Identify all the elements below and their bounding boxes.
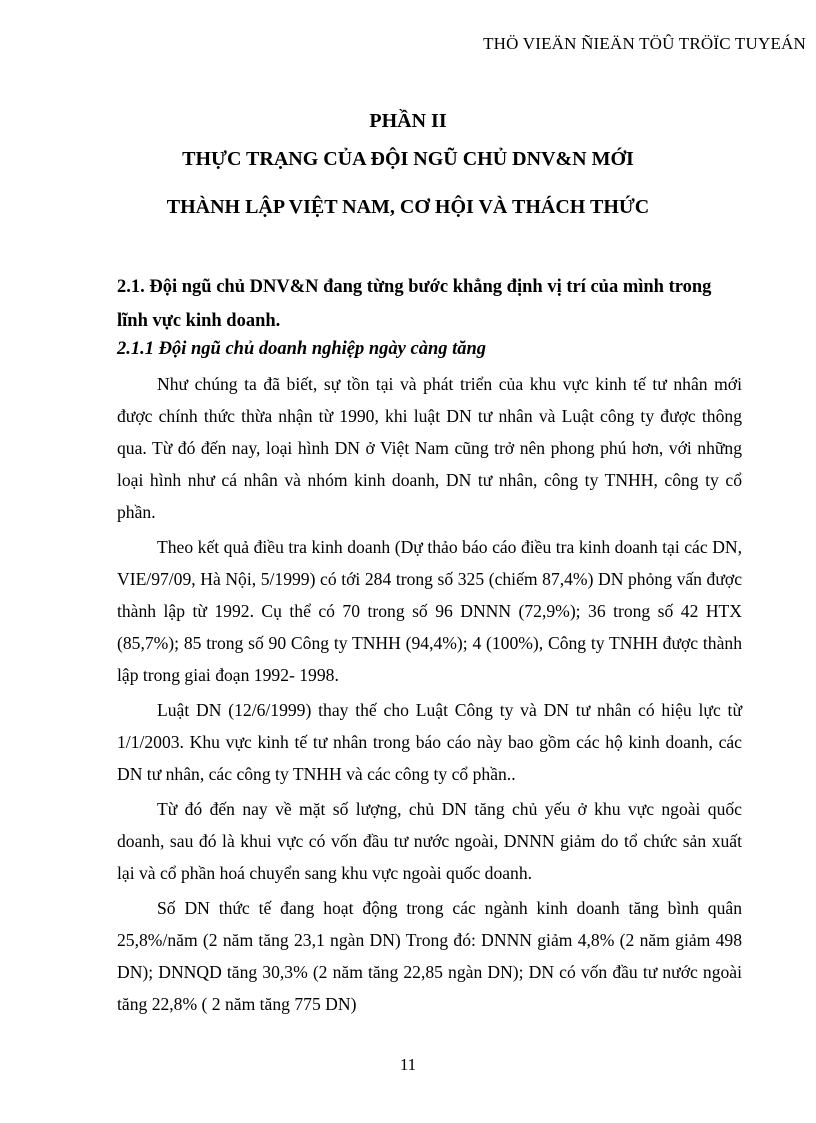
paragraph: Số DN thức tế đang hoạt động trong các ngành kinh doanh tăng bình quân 25,8%/năm (2 năm tăng 23,1 ngàn DN) Trong đó: DNNN giảm 4,8% (2 năm giảm 498 DN); DNNQD tăng 30,3% (2 năm tăng 22,85 ngàn DN); DN có vốn đầu tư nước ngoài tăng 22,8% ( 2 năm tăng 775 DN) bbox=[117, 898, 742, 1014]
paragraph: Luật DN (12/6/1999) thay thế cho Luật Công ty và DN tư nhân có hiệu lực từ 1/1/2003. Khu vực kinh tế tư nhân trong báo cáo này bao gồm các hộ kinh doanh, các DN tư nhân, các công ty TNHH và các công ty cổ phần.. bbox=[117, 700, 742, 784]
paragraph: Từ đó đến nay về mặt số lượng, chủ DN tăng chủ yếu ở khu vực ngoài quốc doanh, sau đó là khui vực có vốn đầu tư nước ngoài, DNNN giảm do tổ chức sản xuất lại và cổ phần hoá chuyển sang khu vực ngoài quốc doanh. bbox=[117, 799, 742, 883]
body-text bbox=[117, 368, 742, 1023]
chapter-title-line-2: THÀNH LẬP VIỆT NAM, CƠ HỘI VÀ THÁCH THỨC bbox=[166, 196, 650, 218]
chapter-title-line-1: THỰC TRẠNG CỦA ĐỘI NGŨ CHỦ DNV&N MỚI bbox=[182, 148, 634, 170]
running-header: THÖ VIEÄN ÑIEÄN TÖÛ TRÖÏC TUYEÁN bbox=[483, 34, 806, 53]
subsection-heading: 2.1.1 Đội ngũ chủ doanh nghiệp ngày càng tăng bbox=[117, 339, 487, 359]
page-number: 11 bbox=[399, 1055, 417, 1074]
section-heading: 2.1. Đội ngũ chủ DNV&N đang từng bước khẳng định vị trí của mình trong lĩnh vực kinh doanh. bbox=[117, 277, 712, 331]
paragraph: Theo kết quả điều tra kinh doanh (Dự thảo báo cáo điều tra kinh doanh tại các DN, VIE/97/09, Hà Nội, 5/1999) có tới 284 trong số 325 (chiếm 87,4%) DN phỏng vấn được thành lập từ 1992. Cụ thể có 70 trong số 96 DNNN (72,9%); 36 trong số 42 HTX (85,7%); 85 trong số 90 Công ty TNHH (94,4%); 4 (100%), Công ty TNHH được thành lập trong giai đoạn 1992- 1998. bbox=[117, 537, 742, 685]
paragraph: Như chúng ta đã biết, sự tồn tại và phát triển của khu vực kinh tế tư nhân mới được chính thức thừa nhận từ 1990, khi luật DN tư nhân và Luật công ty được thông qua. Từ đó đến nay, loại hình DN ở Việt Nam cũng trở nên phong phú hơn, với những loại hình như cá nhân và nhóm kinh doanh, DN tư nhân, công ty TNHH, công ty cổ phần. bbox=[117, 374, 742, 522]
part-title: PHẦN II bbox=[369, 110, 447, 132]
